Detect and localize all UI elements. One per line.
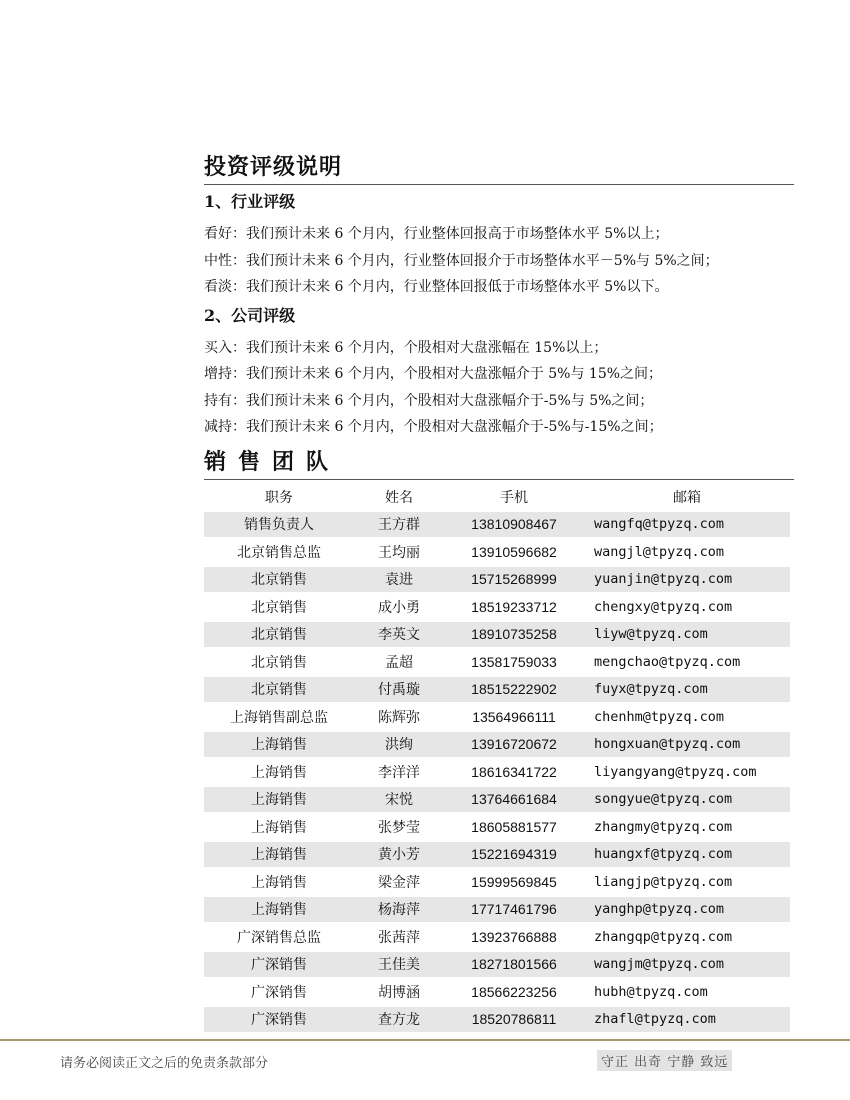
email-cell: liyw@tpyzq.com: [584, 622, 790, 648]
table-row: [204, 649, 790, 675]
phone-cell: 13764661684: [444, 787, 584, 813]
name-cell: 胡博涵: [378, 984, 420, 1001]
name-cell: 王方群: [354, 512, 444, 538]
name-cell: 宋悦: [354, 787, 444, 813]
table-row: [204, 512, 790, 538]
email-cell: chengxy@tpyzq.com: [594, 598, 733, 615]
table-row: [204, 704, 790, 730]
name-cell: 李洋洋: [378, 764, 420, 781]
name-cell: 张梦莹: [378, 819, 420, 836]
name-cell: 梁金萍: [378, 874, 420, 891]
phone-cell: 13810908467: [444, 512, 584, 538]
document-body: [204, 152, 794, 1034]
email-cell: liangjp@tpyzq.com: [594, 873, 733, 890]
footer-rule: [0, 1039, 850, 1041]
email-cell: fuyx@tpyzq.com: [584, 677, 790, 703]
role-cell: 上海销售: [204, 787, 354, 813]
name-cell: 查方龙: [354, 1007, 444, 1033]
name-cell: 杨海萍: [354, 897, 444, 923]
table-row: [204, 677, 790, 703]
table-row: [204, 842, 790, 868]
name-cell: 李英文: [354, 622, 444, 648]
phone-cell: 18520786811: [444, 1007, 584, 1033]
role-cell: 广深销售: [204, 952, 354, 978]
phone-cell: 15221694319: [444, 842, 584, 868]
role-cell: 北京销售总监: [237, 544, 321, 561]
name-cell: 成小勇: [378, 599, 420, 616]
email-cell: hubh@tpyzq.com: [594, 983, 708, 1000]
footer-disclaimer: 请务必阅读正文之后的免责条款部分: [60, 1056, 269, 1071]
header-phone: 手机: [500, 489, 528, 506]
role-cell: 上海销售: [204, 732, 354, 758]
table-row: [204, 814, 790, 840]
name-cell: 袁进: [354, 567, 444, 593]
company-rating-line: 减持：我们预计未来 6 个月内，个股相对大盘涨幅介于-5%与-15%之间；: [204, 419, 663, 435]
industry-rating-line: 中性：我们预计未来 6 个月内，行业整体回报介于市场整体水平－5%与 5%之间；: [204, 252, 719, 269]
company-rating-line: 买入：我们预计未来 6 个月内，个股相对大盘涨幅在 15%以上；: [204, 339, 608, 356]
company-rating-line: 持有：我们预计未来 6 个月内，个股相对大盘涨幅介于-5%与 5%之间；: [204, 392, 654, 409]
role-cell: 上海销售: [251, 874, 307, 891]
industry-rating-line: 看好：我们预计未来 6 个月内，行业整体回报高于市场整体水平 5%以上；: [204, 226, 669, 242]
table-row: [204, 924, 790, 950]
phone-cell: 18605881577: [471, 818, 557, 835]
phone-cell: 15999569845: [471, 873, 557, 890]
industry-rating-list: [204, 221, 794, 301]
email-cell: yuanjin@tpyzq.com: [584, 567, 790, 593]
phone-cell: 17717461796: [444, 897, 584, 923]
role-cell: 上海销售副总监: [230, 709, 328, 726]
company-rating-line: 增持：我们预计未来 6 个月内，个股相对大盘涨幅介于 5%与 15%之间；: [204, 366, 663, 382]
email-cell: liyangyang@tpyzq.com: [594, 763, 757, 780]
role-cell: 广深销售: [251, 984, 307, 1001]
role-cell: 北京销售: [204, 567, 354, 593]
table-row: [204, 1007, 790, 1033]
email-cell: zhangmy@tpyzq.com: [594, 818, 733, 835]
table-row: [204, 759, 790, 785]
company-rating-title: 2、公司评级: [204, 305, 296, 325]
email-cell: songyue@tpyzq.com: [584, 787, 790, 813]
role-cell: 上海销售: [204, 842, 354, 868]
name-cell: 付禹璇: [354, 677, 444, 703]
name-cell: 孟超: [385, 654, 413, 671]
table-row: [204, 979, 790, 1005]
header-name: 姓名: [385, 489, 413, 506]
role-cell: 北京销售: [204, 622, 354, 648]
email-cell: yanghp@tpyzq.com: [584, 897, 790, 923]
phone-cell: 18515222902: [444, 677, 584, 703]
email-cell: huangxf@tpyzq.com: [584, 842, 790, 868]
rating-section-title: 投资评级说明: [204, 152, 794, 185]
role-cell: 广深销售总监: [237, 929, 321, 946]
name-cell: 王均丽: [378, 544, 420, 561]
role-cell: 上海销售: [204, 897, 354, 923]
email-cell: zhangqp@tpyzq.com: [594, 928, 733, 945]
name-cell: 洪绚: [354, 732, 444, 758]
role-cell: 北京销售: [204, 677, 354, 703]
table-row: [204, 594, 790, 620]
phone-cell: 13910596682: [471, 543, 557, 560]
email-cell: wangfq@tpyzq.com: [584, 512, 790, 538]
name-cell: 王佳美: [354, 952, 444, 978]
sales-team-table: [204, 482, 790, 1035]
table-header-row: [204, 484, 790, 510]
phone-cell: 18519233712: [471, 598, 557, 615]
phone-cell: 13581759033: [471, 653, 557, 670]
table-row: [204, 787, 790, 813]
table-row: [204, 567, 790, 593]
phone-cell: 13564966111: [472, 708, 556, 725]
phone-cell: 18566223256: [471, 983, 557, 1000]
role-cell: 北京销售: [251, 654, 307, 671]
table-row: [204, 622, 790, 648]
email-cell: mengchao@tpyzq.com: [594, 653, 741, 670]
industry-rating-line: 看淡：我们预计未来 6 个月内，行业整体回报低于市场整体水平 5%以下。: [204, 279, 669, 295]
name-cell: 张茜萍: [378, 929, 420, 946]
name-cell: 黄小芳: [354, 842, 444, 868]
table-row: [204, 952, 790, 978]
company-rating-list: [204, 335, 794, 441]
role-cell: 北京销售: [251, 599, 307, 616]
phone-cell: 13916720672: [444, 732, 584, 758]
email-cell: hongxuan@tpyzq.com: [584, 732, 790, 758]
role-cell: 上海销售: [251, 819, 307, 836]
role-cell: 广深销售: [204, 1007, 354, 1033]
footer-motto: 守正 出奇 宁静 致远: [597, 1050, 732, 1071]
sales-team-rows: [204, 512, 790, 1033]
phone-cell: 15715268999: [444, 567, 584, 593]
email-cell: wangjl@tpyzq.com: [594, 543, 725, 560]
phone-cell: 18616341722: [471, 763, 557, 780]
email-cell: chenhm@tpyzq.com: [594, 708, 725, 725]
name-cell: 陈辉弥: [378, 709, 420, 726]
phone-cell: 18910735258: [444, 622, 584, 648]
header-role: 职务: [265, 489, 293, 506]
table-row: [204, 732, 790, 758]
industry-rating-title: 1、行业评级: [204, 192, 296, 211]
role-cell: 销售负责人: [204, 512, 354, 538]
table-row: [204, 539, 790, 565]
sales-team-title: 销售团队: [204, 447, 794, 480]
email-cell: zhafl@tpyzq.com: [584, 1007, 790, 1033]
header-email: 邮箱: [673, 489, 701, 506]
role-cell: 上海销售: [251, 764, 307, 781]
email-cell: wangjm@tpyzq.com: [584, 952, 790, 978]
table-row: [204, 897, 790, 923]
table-row: [204, 869, 790, 895]
phone-cell: 13923766888: [471, 928, 557, 945]
phone-cell: 18271801566: [444, 952, 584, 978]
